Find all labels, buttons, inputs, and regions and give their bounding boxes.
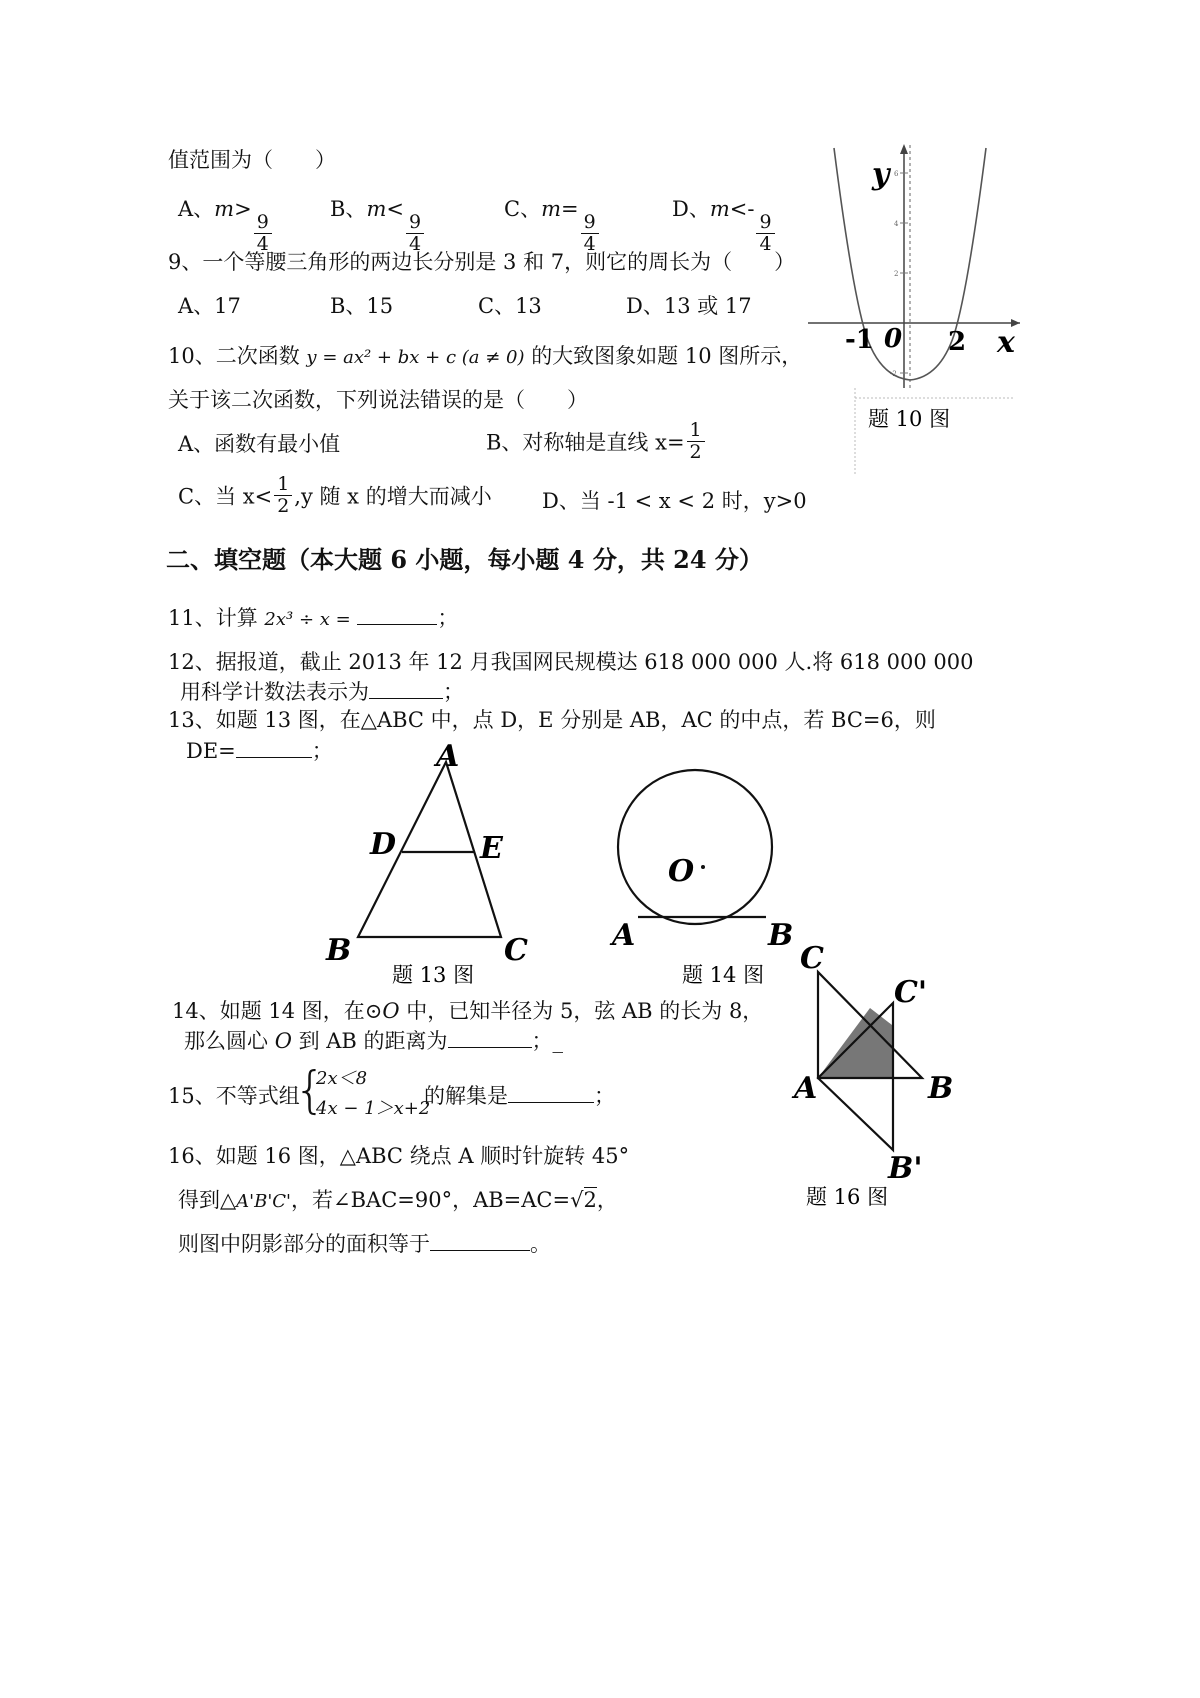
q11-formula: 2x³ ÷ x = xyxy=(264,609,351,630)
fig16-label-a: A xyxy=(794,1071,818,1106)
q13-line1: 13、如题 13 图，在△ABC 中，点 D，E 分别是 AB，AC 的中点，若 BC=6，则 xyxy=(168,708,936,732)
fig10-ytick-2: 2 xyxy=(894,270,899,278)
q12-line1: 12、据报道，截止 2013 年 12 月我国网民规模达 618 000 000 人.将 618 000 000 xyxy=(168,650,974,674)
figure-16 xyxy=(780,940,980,1220)
q13-answer-blank xyxy=(236,757,312,758)
q9-option-b: B、15 xyxy=(330,294,394,318)
q15-inequality-1: 2x＜8 xyxy=(316,1068,368,1089)
q16-answer-blank xyxy=(430,1250,530,1251)
fig14-circle xyxy=(618,770,772,924)
fig10-ytick-4: 4 xyxy=(894,220,899,228)
q10-stem-line1: 10、二次函数 y = ax² + bx + c (a ≠ 0) 的大致图象如题 10 图所示， xyxy=(168,344,803,368)
fig10-ytick-6: 6 xyxy=(894,170,899,178)
fig13-label-d: D xyxy=(370,827,397,862)
q8-option-b: B、m< $\frac{9}{4}$ xyxy=(330,193,426,255)
fig10-y-label: y xyxy=(872,157,890,192)
figure-13 xyxy=(320,740,550,990)
fig14-label-a: A xyxy=(612,918,636,953)
q8-option-a: A、m> $\frac{9}{4}$ xyxy=(178,193,274,255)
q10-option-d: D、当 -1 < x < 2 时，y>0 xyxy=(542,489,807,513)
q11-answer-blank xyxy=(357,624,437,625)
q8-stem-tail: 值范围为（ ） xyxy=(168,148,336,172)
q16-line1: 16、如题 16 图，△ABC 绕点 A 顺时针旋转 45° xyxy=(168,1144,630,1168)
fig14-caption: 题 14 图 xyxy=(682,963,765,987)
fig13-label-a: A xyxy=(436,740,460,774)
q10-formula: y = ax² + bx + c (a ≠ 0) xyxy=(306,347,525,368)
q9-option-a: A、17 xyxy=(178,294,241,318)
fig16-label-b: B xyxy=(928,1071,954,1106)
q16-sqrt: √2 xyxy=(570,1188,597,1212)
q8-option-c: C、m= $\frac{9}{4}$ xyxy=(504,193,601,255)
q10-stem-line2: 关于该二次函数，下列说法错误的是（ ） xyxy=(168,388,588,412)
q15: 15、不等式组 { 2x＜8 4x − 1＞x+2 的解集是 ； xyxy=(168,1061,615,1119)
fig10-ytick-neg2: -2 xyxy=(890,370,897,378)
q9-stem: 9、一个等腰三角形的两边长分别是 3 和 7，则它的周长为（ ） xyxy=(168,250,796,274)
q14-line2: 那么圆心 O 到 AB 的距离为 ；_ xyxy=(184,1029,564,1053)
q8-option-c-op: = xyxy=(561,197,579,221)
q8-options xyxy=(178,183,798,255)
fig13-label-e: E xyxy=(480,831,503,866)
q10-option-a: A、函数有最小值 xyxy=(178,432,341,456)
fig13-label-c: C xyxy=(504,933,528,968)
q14-line1: 14、如题 14 图，在⊙O 中，已知半径为 5，弦 AB 的长为 8， xyxy=(172,999,764,1023)
fig14-label-o: O xyxy=(668,854,695,889)
figure-10 xyxy=(800,140,1040,485)
q9-option-d: D、13 或 17 xyxy=(626,294,752,318)
q11: 11、计算 2x³ ÷ x = ； xyxy=(168,606,459,630)
fig13-caption: 题 13 图 xyxy=(392,963,475,987)
fig10-caption: 题 10 图 xyxy=(868,407,951,431)
q15-inequality-2: 4x − 1＞x+2 xyxy=(316,1098,431,1119)
q16-line2: 得到△A'B'C'，若∠BAC=90°，AB=AC=√2， xyxy=(178,1188,618,1212)
fig14-center-point xyxy=(701,865,705,869)
q13-line2: DE= ； xyxy=(186,739,333,763)
q16-line3: 则图中阴影部分的面积等于 。 xyxy=(178,1232,551,1256)
q8-option-d: D、m<- $\frac{9}{4}$ xyxy=(672,193,777,255)
q12-line2: 用科学计数法表示为 ； xyxy=(180,680,464,704)
q8-option-d-op: <- xyxy=(729,197,755,221)
section-2-title: 二、填空题（本大题 6 小题，每小题 4 分，共 24 分） xyxy=(166,545,763,574)
fig10-x-label: x xyxy=(997,325,1015,360)
fig16-label-c: C xyxy=(800,941,824,976)
q10-option-b: B、对称轴是直线 x= $\frac{1}{2}$ xyxy=(486,420,707,463)
fig16-label-bp: B' xyxy=(888,1151,923,1186)
fig10-tick-0: 0 xyxy=(884,324,903,354)
q15-brace: { xyxy=(294,1061,326,1119)
fig16-label-cp: C' xyxy=(894,975,928,1010)
fig14-label-b: B xyxy=(768,918,794,953)
fig10-tick-neg1: -1 xyxy=(845,325,874,355)
q8-option-a-op: > xyxy=(234,197,252,221)
q8-option-b-op: < xyxy=(386,197,404,221)
fig16-caption: 题 16 图 xyxy=(806,1185,889,1209)
q14-answer-blank xyxy=(448,1047,532,1048)
q15-answer-blank xyxy=(508,1102,594,1103)
q12-answer-blank xyxy=(369,698,443,699)
q9-option-c: C、13 xyxy=(478,294,542,318)
fig13-label-b: B xyxy=(326,933,352,968)
q10-option-c: C、当 x< $\frac{1}{2}$ ,y 随 x 的增大而减小 xyxy=(178,473,492,517)
fig10-tick-2: 2 xyxy=(948,327,967,357)
fig10-y-arrow xyxy=(900,144,908,154)
